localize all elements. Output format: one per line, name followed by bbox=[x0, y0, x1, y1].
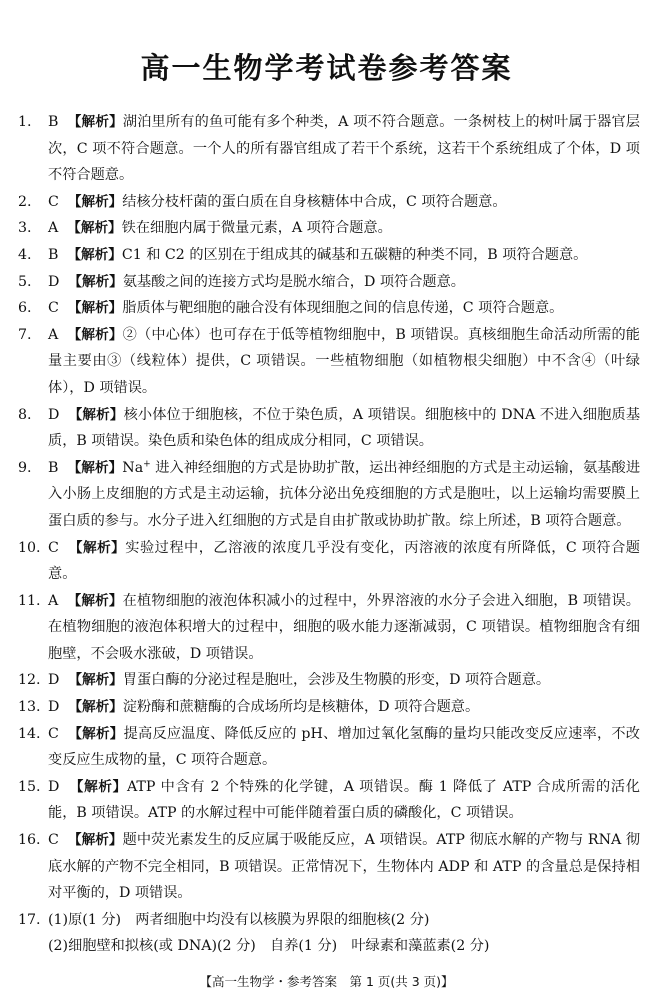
analysis-text: 脂质体与靶细胞的融合没有体现细胞之间的信息传递，C 项符合题意。 bbox=[122, 300, 564, 317]
answer-item bbox=[18, 535, 640, 588]
answer-item bbox=[18, 455, 640, 535]
analysis-tag: 【解析】 bbox=[67, 326, 123, 343]
answer-letter: C bbox=[48, 725, 59, 742]
analysis-tag: 【解析】 bbox=[67, 193, 123, 210]
ion-symbol: Na bbox=[122, 459, 144, 476]
analysis-tag: 【解析】 bbox=[69, 778, 127, 795]
analysis-tag: 【解析】 bbox=[67, 832, 123, 849]
analysis-text: 核小体位于细胞核，不位于染色质，A 项错误。细胞核中的 DNA 不进入细胞质基质，B 项错误。染色质和染色体的组成成分相同，C 项错误。 bbox=[48, 406, 641, 450]
answer-letter: C bbox=[48, 193, 59, 210]
answer-letter: D bbox=[48, 273, 60, 290]
analysis-tag: 【解析】 bbox=[68, 672, 123, 689]
answer-item bbox=[18, 269, 640, 296]
item-number: 3. bbox=[18, 220, 32, 237]
analysis-text: C1 和 C2 的区别在于组成其的碱基和五碳糖的种类不同，B 项符合题意。 bbox=[121, 246, 588, 263]
analysis-tag: 【解析】 bbox=[68, 725, 124, 742]
answer-item bbox=[18, 694, 640, 721]
analysis-text: 在植物细胞的液泡体积减小的过程中，外界溶液的水分子会进入细胞，B 项错误。在植物细胞的液泡体积增大的过程中，细胞的吸水能力逐渐减弱，C 项错误。植物细胞含有细胞壁，不会吸水涨破，D 项错误。 bbox=[48, 592, 640, 662]
answer-letter: B bbox=[48, 459, 59, 476]
analysis-text: 湖泊里所有的鱼可能有多个种类，A 项不符合题意。一条树枝上的树叶属于器官层次，C 项不符合题意。一个人的所有器官组成了若干个系统，这若干个系统组成了个体，D 项不符合题意。 bbox=[48, 114, 640, 184]
answer-letter: C bbox=[48, 539, 59, 556]
analysis-tag: 【解析】 bbox=[67, 592, 123, 609]
item-number: 10. bbox=[18, 539, 41, 556]
analysis-tag: 【解析】 bbox=[68, 699, 123, 716]
answer-letter: D bbox=[48, 672, 60, 689]
item-number: 1. bbox=[18, 114, 32, 130]
answer-letter: B bbox=[48, 114, 59, 130]
answer-line-1: (1)原(1 分) 两者细胞中均没有以核膜为界限的细胞核(2 分) bbox=[48, 911, 430, 928]
analysis-tag: 【解析】 bbox=[67, 220, 122, 237]
answer-letter: B bbox=[48, 246, 59, 263]
item-number: 11. bbox=[18, 592, 41, 609]
ion-charge: + bbox=[143, 458, 151, 469]
item-number: 16. bbox=[18, 832, 41, 849]
item-number: 2. bbox=[18, 193, 32, 210]
analysis-text: 结核分枝杆菌的蛋白质在自身核糖体中合成，C 项符合题意。 bbox=[122, 193, 507, 210]
answer-letter: D bbox=[48, 406, 60, 423]
answer-letter: A bbox=[48, 326, 59, 343]
answer-item bbox=[18, 242, 640, 269]
analysis-text: 铁在细胞内属于微量元素，A 项符合题意。 bbox=[121, 220, 392, 237]
answer-line-2: (2)细胞壁和拟核(或 DNA)(2 分) 自养(1 分) 叶绿素和藻蓝素(2 分) bbox=[48, 938, 490, 955]
item-number: 8. bbox=[18, 406, 32, 423]
item-number: 6. bbox=[18, 300, 32, 317]
answer-item bbox=[18, 189, 640, 216]
answer-item bbox=[18, 827, 640, 907]
analysis-tag: 【解析】 bbox=[67, 459, 123, 476]
analysis-tag: 【解析】 bbox=[68, 539, 126, 556]
analysis-text: 胃蛋白酶的分泌过程是胞吐，会涉及生物膜的形变，D 项符合题意。 bbox=[122, 672, 551, 689]
analysis-text: 实验过程中，乙溶液的浓度几乎没有变化，丙溶液的浓度有所降低，C 项符合题意。 bbox=[48, 539, 640, 583]
analysis-tag: 【解析】 bbox=[68, 406, 124, 423]
analysis-tag: 【解析】 bbox=[68, 273, 123, 290]
item-number: 14. bbox=[18, 725, 41, 742]
answer-item bbox=[18, 215, 640, 242]
answer-item bbox=[18, 402, 640, 455]
answer-item-17 bbox=[18, 907, 640, 934]
answer-letter: C bbox=[48, 832, 59, 849]
answer-letter: A bbox=[48, 220, 59, 237]
item-number: 12. bbox=[18, 672, 41, 689]
analysis-text: 题中荧光素发生的反应属于吸能反应，A 项错误。ATP 彻底水解的产物与 RNA 彻底水解的产物不完全相同，B 项错误。正常情况下，生物体内 ADP 和 ATP 的含量总是保持相对平衡的，D 项错误。 bbox=[48, 832, 641, 902]
page-footer: 【高一生物学・参考答案 第 1 页(共 3 页)】 bbox=[199, 974, 454, 989]
answer-item bbox=[18, 322, 640, 402]
answer-item bbox=[18, 109, 640, 189]
answer-letter: A bbox=[48, 592, 59, 609]
analysis-text: ②（中心体）也可存在于低等植物细胞中，B 项错误。真核细胞生命活动所需的能量主要由③（线粒体）提供，C 项错误。一些植物细胞（如植物根尖细胞）中不含④（叶绿体），D 项错误。 bbox=[48, 326, 640, 396]
analysis-tag: 【解析】 bbox=[67, 114, 123, 130]
analysis-text: 提高反应温度、降低反应的 pH、增加过氧化氢酶的量均只能改变反应速率，不改变反应生成物的量，C 项符合题意。 bbox=[48, 725, 640, 769]
answer-item-17-part2 bbox=[18, 933, 640, 960]
answer-item bbox=[18, 588, 640, 668]
analysis-text: 进入神经细胞的方式是协助扩散，运出神经细胞的方式是主动运输，氨基酸进入小肠上皮细胞的方式是主动运输，抗体分泌出免疫细胞的方式是胞吐，以上运输均需要膜上蛋白质的参与。水分子进入红细胞的方式是自由扩散或协助扩散。综上所述，B 项符合题意。 bbox=[48, 459, 641, 529]
analysis-text: 氨基酸之间的连接方式均是脱水缩合，D 项符合题意。 bbox=[122, 273, 465, 290]
answer-item bbox=[18, 721, 640, 774]
analysis-tag: 【解析】 bbox=[67, 246, 122, 263]
answer-letter: C bbox=[48, 300, 59, 317]
item-number: 13. bbox=[18, 699, 41, 716]
item-number: 4. bbox=[18, 246, 32, 263]
item-number: 5. bbox=[18, 273, 32, 290]
item-number: 7. bbox=[18, 326, 32, 343]
item-number: 15. bbox=[18, 778, 41, 795]
analysis-text: ATP 中含有 2 个特殊的化学键，A 项错误。酶 1 降低了 ATP 合成所需的活化能，B 项错误。ATP 的水解过程中可能伴随着蛋白质的磷酸化，C 项错误。 bbox=[48, 778, 640, 822]
answer-letter: D bbox=[48, 699, 60, 716]
answer-item bbox=[18, 774, 640, 827]
answer-item bbox=[18, 295, 640, 322]
answer-letter: D bbox=[48, 778, 60, 795]
analysis-tag: 【解析】 bbox=[67, 300, 123, 317]
analysis-text: 淀粉酶和蔗糖酶的合成场所均是核糖体，D 项符合题意。 bbox=[122, 699, 480, 716]
page-title: 高一生物学考试卷参考答案 bbox=[140, 51, 513, 85]
answer-item bbox=[18, 667, 640, 694]
answer-list bbox=[18, 109, 640, 960]
item-number: 9. bbox=[18, 459, 32, 476]
item-number: 17. bbox=[18, 911, 41, 928]
